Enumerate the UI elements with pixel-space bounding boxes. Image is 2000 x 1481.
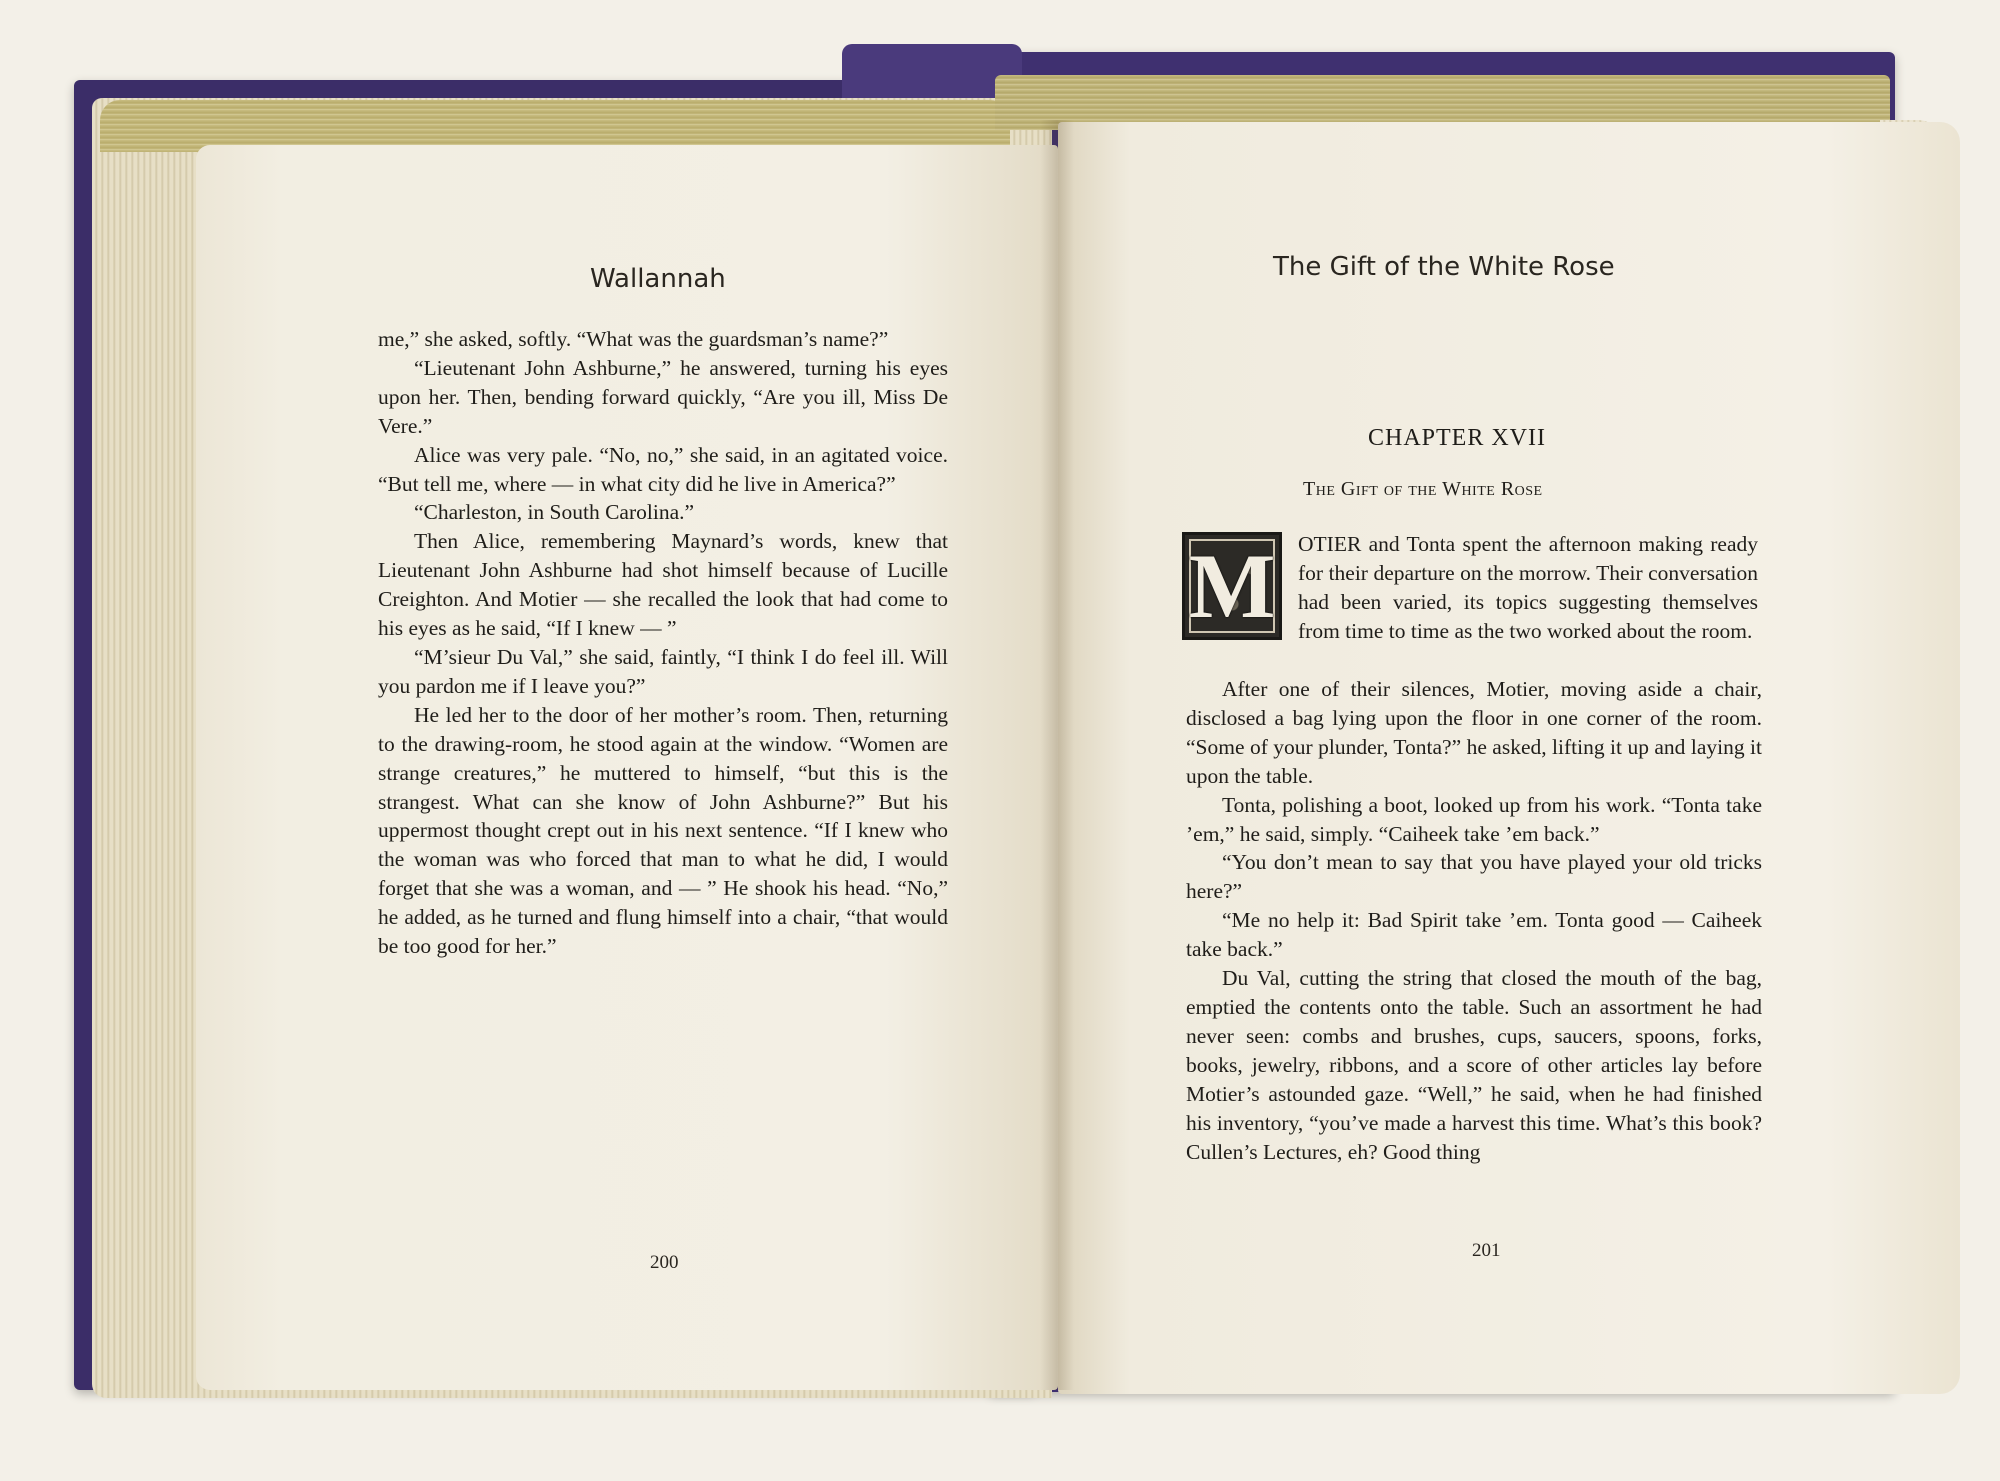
chapter-title: The Gift of the White Rose (1303, 478, 1543, 500)
book-gutter (1040, 120, 1074, 1390)
drop-cap-spacer (1186, 530, 1298, 642)
right-page-number: 201 (1472, 1240, 1501, 1261)
right-running-head: The Gift of the White Rose (1273, 252, 1615, 282)
paragraph: me,” she asked, softly. “What was the guardsman’s name?” (378, 327, 889, 351)
paragraph: After one of their silences, Motier, moving aside a chair, disclosed a bag lying upon the floor in one corner of the room. “Some of your plunder, Tonta?” he asked, lifting it up and laying it upon the table. (1186, 677, 1762, 788)
drop-cap-letter: M (1188, 535, 1276, 637)
paragraph: Du Val, cutting the string that closed the mouth of the bag, emptied the contents onto the table. Such an assortment he had never seen: combs and brushes, cups, saucers, spoons, forks, books, jewelry, ribbons, and a score of other articles lay before Motier’s astounded gaze. “Well,” he said, when he had finished his inventory, “you’ve made a harvest this time. What’s this book? Cullen’s Lectures, eh? Good thing (1186, 966, 1762, 1164)
paragraph: “Lieutenant John Ashburne,” he answered, turning his eyes upon her. Then, bending forward quickly, “Are you ill, Miss De Vere.” (378, 355, 948, 438)
paragraph: “You don’t mean to say that you have played your old tricks here?” (1186, 850, 1762, 904)
right-page-opening (1186, 530, 1758, 646)
paragraph: Tonta, polishing a boot, looked up from his work. “Tonta take ’em,” he said, simply. “Caiheek take ’em back.” (1186, 792, 1762, 846)
paragraph: “Me no help it: Bad Spirit take ’em. Tonta good — Caiheek take back.” (1186, 908, 1762, 962)
paragraph: Then Alice, remembering Maynard’s words, knew that Lieutenant John Ashburne had shot himself because of Lucille Creighton. And Motier — she recalled the look that had come to his eyes as he said, “If I knew — ” (378, 529, 948, 641)
paragraph: He led her to the door of her mother’s room. Then, returning to the drawing-room, he stood again at the window. “Women are strange creatures,” he muttered to himself, “but this is the strangest. What can she know of John Ashburne?” But his uppermost thought crept out in his next sentence. “If I knew who the woman was who forced that man to what he did, I would forget that she was a woman, and — ” He shook his head. “No,” he added, as he turned and flung himself into a chair, “that would be too good for her.” (378, 702, 948, 959)
left-page-number: 200 (650, 1252, 679, 1273)
right-page-text (1186, 675, 1762, 1166)
left-running-head: Wallannah (590, 264, 726, 294)
left-page-text (378, 325, 948, 961)
paragraph: “M’sieur Du Val,” she said, faintly, “I think I do feel ill. Will you pardon me if I leave you?” (378, 644, 948, 698)
paragraph: “Charleston, in South Carolina.” (414, 500, 695, 525)
opening-paragraph: OTIER and Tonta spent the afternoon making ready for their departure on the morrow. Their conversation had been varied, its topics suggesting themselves from time to time as the two worked about the room. (1186, 530, 1758, 646)
chapter-number: CHAPTER XVII (1368, 425, 1546, 451)
paragraph: Alice was very pale. “No, no,” she said, in an agitated voice. “But tell me, where — in what city did he live in America?” (378, 442, 948, 496)
